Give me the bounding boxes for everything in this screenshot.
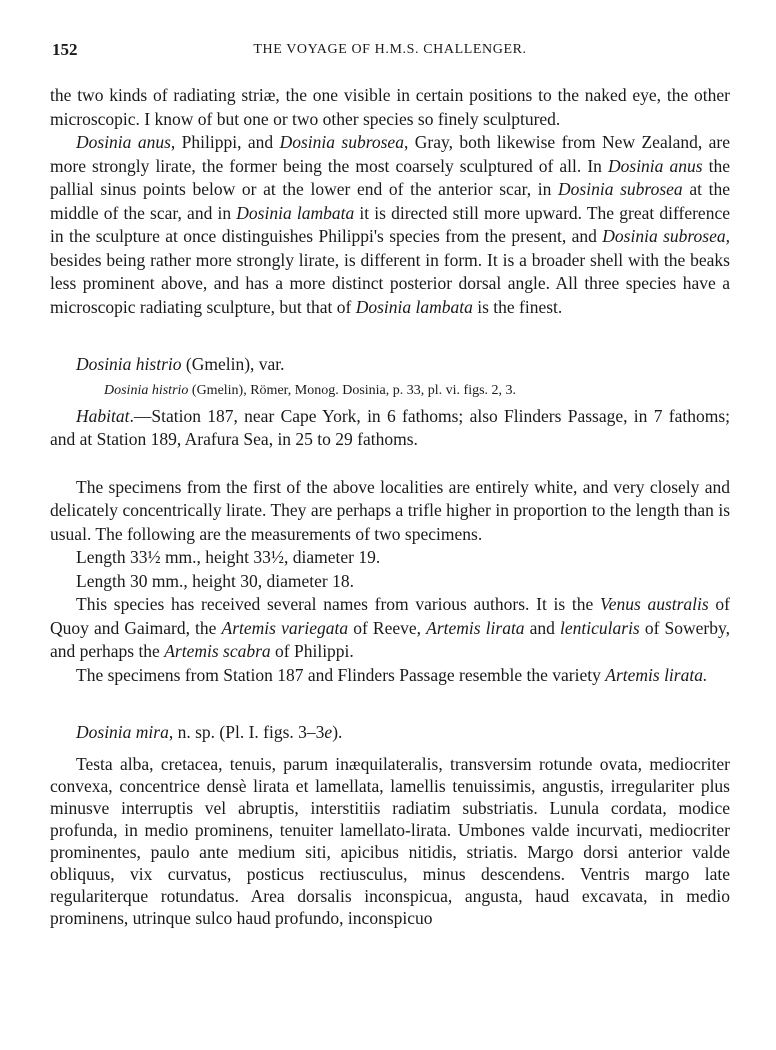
paragraph-comparison: Dosinia anus, Philippi, and Dosinia subrosea, Gray, both likewise from New Zealand, are more strongly lirate, the former being the most coarsely sculptured of all. In Dosinia anus the pallial sinus points below or at the lower end of the anterior scar, in Dosinia subrosea at the middle of the scar, and in Dosinia lambata it is directed still more upward. The great difference in the sculpture at once distinguishes Philippi's species from the present, and Dosinia subrosea, besides being rather more strongly lirate, is different in form. It is a broader shell with the beaks less prominent above, and has a more distinct posterior dorsal angle. All three species have a microscopic radiating sculpture, but that of Dosinia lambata is the finest.	[50, 132, 731, 317]
latin-description: Testa alba, cretacea, tenuis, parum inæquilateralis, transversim rotunde ovata, mediocriter convexa, concentrice densè lirata et lamellata, lamellis tenuissimis, angustis, irregulariter plus minusve interruptis vel abruptis, interstitiis radiatim substriatis. Lunula cordata, modice profunda, in medio prominens, tenuiter lamellato-lirata. Umbones valde incurvati, mediocriter prominentes, paulo ante medium siti, apicibus nitidis, striatis. Margo dorsi anterior valde obliquus, vix curvatus, posticus rectiusculus, minus descendens. Ventris margo late regulariterque rotundatus. Area dorsalis inconspicua, angusta, haud excavata, in medio prominens, utrinque sulco haud profundo, inconspicuo	[50, 753, 730, 928]
page-header	[52, 40, 728, 64]
paragraph-continuation: the two kinds of radiating striæ, the one visible in certain positions to the naked eye, the other microscopic. I know of but one or two other species so finely sculptured.	[50, 85, 730, 129]
page-body	[50, 84, 730, 929]
running-title: THE VOYAGE OF H.M.S. CHALLENGER.	[253, 42, 527, 57]
species-heading-mira: Dosinia mira, n. sp. (Pl. I. figs. 3–3e).	[76, 722, 343, 742]
species-heading-histrio: Dosinia histrio (Gmelin), var.	[76, 354, 285, 374]
species-reference: Dosinia histrio (Gmelin), Römer, Monog. Dosinia, p. 33, pl. vi. figs. 2, 3.	[104, 382, 517, 398]
measurement-1: Length 33½ mm., height 33½, diameter 19.	[76, 547, 381, 567]
measurement-2: Length 30 mm., height 30, diameter 18.	[76, 570, 355, 591]
resemblance-paragraph: The specimens from Station 187 and Flinders Passage resemble the variety Artemis lirata.	[76, 664, 708, 685]
specimens-paragraph: The specimens from the first of the above localities are entirely white, and very closely and delicately concentrically lirate. They are perhaps a trifle higher in proportion to the length than is usual. The following are the measurements of two specimens.	[50, 476, 730, 544]
page-number: 152	[52, 40, 78, 59]
habitat-paragraph: Habitat.—Station 187, near Cape York, in 6 fathoms; also Flinders Passage, in 7 fathoms; and at Station 189, Arafura Sea, in 25 to 29 fathoms.	[50, 405, 730, 449]
synonyms-paragraph: This species has received several names from various authors. It is the Venus australis of Quoy and Gaimard, the Artemis variegata of Reeve, Artemis lirata and lenticularis of Sowerby, and perhaps the Artemis scabra of Philippi.	[50, 594, 731, 661]
